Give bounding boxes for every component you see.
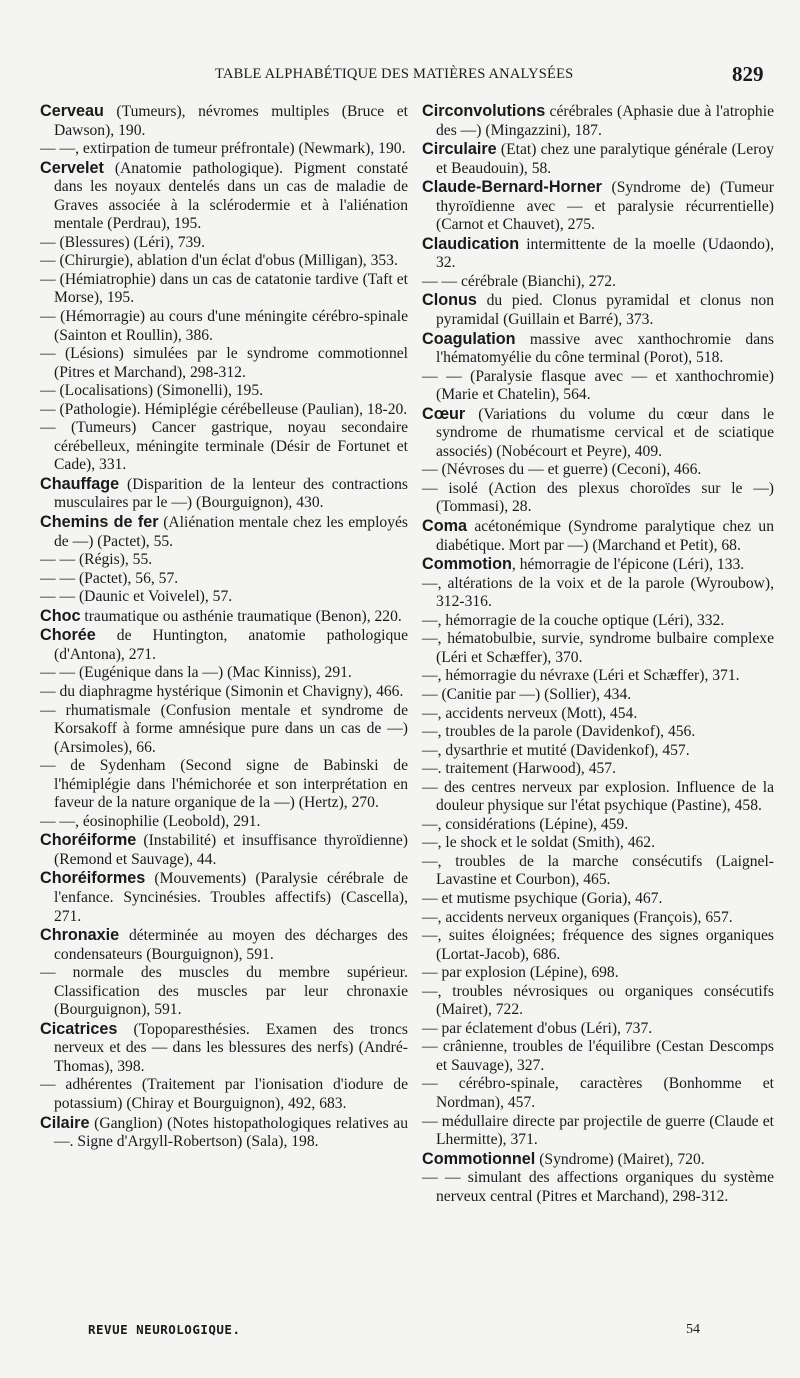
entry-text: —, troubles névrosiques ou organiques consécutifs (Mairet), 722.: [422, 982, 774, 1019]
entry-text: — et mutisme psychique (Goria), 467.: [422, 889, 663, 907]
index-entry: [420, 1038, 774, 1075]
index-entry: [420, 667, 774, 686]
index-entry: [420, 291, 774, 329]
index-entry: [38, 401, 408, 420]
entry-headword: Circonvolutions: [422, 102, 546, 120]
index-entry: [38, 345, 408, 382]
entry-headword: Commotionnel: [422, 1149, 536, 1168]
entry-headword: Chorée: [40, 626, 96, 645]
entry-text: — — (Eugénique dans la —) (Mac Kinniss), 291.: [40, 664, 352, 682]
index-entry: [38, 475, 408, 513]
entry-text: , hémorragie de l'épicone (Léri), 133.: [511, 556, 745, 574]
index-entry: [420, 686, 774, 705]
entry-text: —, considérations (Lépine), 459.: [422, 815, 629, 833]
entry-text: (Tumeurs), névromes multiples (Bruce et Dawson), 190.: [54, 103, 408, 139]
entry-headword: Clonus: [422, 291, 477, 310]
entry-text: (Aliénation mentale chez les employés de —) (Pactet), 55.: [54, 514, 408, 550]
index-entry: [38, 757, 408, 813]
index-entry: [38, 382, 408, 401]
index-entry: [420, 555, 774, 575]
index-entry: [38, 626, 408, 664]
journal-name: REVUE NEUROLOGIQUE.: [88, 1322, 241, 1337]
index-entry: [420, 742, 774, 761]
entry-text: — (Lésions) simulées par le syndrome commotionnel (Pitres et Marchand), 298-312.: [40, 345, 408, 381]
entry-text: (Syndrome de) (Tumeur thyroïdienne avec — et paralysie récurrentielle) (Carnot et Chauvet), 275.: [436, 179, 774, 234]
index-entry: [38, 513, 408, 551]
entry-headword: Circulaire: [422, 140, 497, 159]
entry-text: — (Pathologie). Hémiplégie cérébelleuse (Paulian), 18-20.: [40, 400, 408, 418]
entry-headword: Choréiforme: [40, 831, 137, 850]
entry-text: — cérébro-spinale, caractères (Bonhomme et Nordman), 457.: [422, 1075, 774, 1111]
index-entry: [38, 588, 408, 607]
signature-mark: 54: [686, 1322, 700, 1337]
entry-headword: Cilaire: [40, 1113, 90, 1132]
entry-text: — (Canitie par —) (Sollier), 434.: [422, 685, 632, 703]
index-entry: [420, 853, 774, 890]
running-title: TABLE ALPHABÉTIQUE DES MATIÈRES ANALYSÉES: [215, 66, 574, 82]
entry-text: (Disparition de la lenteur des contractions musculaires par le —) (Bourguignon), 430.: [54, 475, 408, 512]
index-entry: [420, 927, 774, 964]
entry-text: (Instabilité) et insuffisance thyroïdienne) (Remond et Sauvage), 44.: [54, 832, 408, 868]
entry-text: — — (Régis), 55.: [40, 551, 153, 569]
index-entry: [420, 461, 774, 480]
entry-headword: Coagulation: [422, 329, 516, 348]
index-entry: [420, 890, 774, 909]
entry-text: —, troubles de la parole (Davidenkof), 456.: [422, 723, 696, 741]
entry-text: massive avec xanthochromie dans l'hématomyélie du cône terminal (Porot), 518.: [436, 330, 774, 367]
entry-headword: Claude-Bernard-Horner: [422, 178, 602, 197]
index-entry: [420, 368, 774, 405]
entry-text: (Syndrome) (Mairet), 720.: [535, 1150, 705, 1168]
entry-text: (Etat) chez une paralytique générale (Leroy et Beaudouin), 58.: [436, 141, 774, 177]
entry-text: déterminée au moyen des décharges des condensateurs (Bourguignon), 591.: [54, 927, 408, 963]
index-entry: [420, 480, 774, 517]
index-entry: [38, 102, 408, 140]
entry-text: — — (Paralysie flasque avec — et xanthochromie) (Marie et Chatelin), 564.: [422, 367, 774, 404]
index-entry: [38, 926, 408, 964]
index-entry: [38, 813, 408, 832]
entry-headword: Cicatrices: [40, 1019, 118, 1038]
index-entry: [38, 869, 408, 926]
entry-headword: Chauffage: [40, 474, 120, 493]
index-entry: [420, 1150, 774, 1170]
entry-text: —, accidents nerveux organiques (François), 657.: [422, 908, 733, 926]
entry-text: —, accidents nerveux (Mott), 454.: [422, 704, 638, 722]
entry-text: (Anatomie pathologique). Pigment constaté dans les noyaux dentelés dans un cas de maladie de Graves associée à la sclérodermie et à l'aliénation mentale (Perdrau), 195.: [54, 159, 408, 233]
index-entry: [420, 983, 774, 1020]
index-entry: [420, 575, 774, 612]
index-entry: [38, 1114, 408, 1152]
entry-headword: Cœur: [422, 404, 466, 423]
entry-text: — par éclatement d'obus (Léri), 737.: [422, 1019, 653, 1037]
entry-text: — — cérébrale (Bianchi), 272.: [422, 272, 616, 290]
entry-text: —, suites éloignées; fréquence des signes organiques (Lortat-Jacob), 686.: [422, 927, 774, 963]
entry-text: du pied. Clonus pyramidal et clonus non pyramidal (Guillain et Barré), 373.: [436, 292, 774, 329]
entry-text: — —, éosinophilie (Leobold), 291.: [40, 812, 261, 830]
entry-text: de Huntington, anatomie pathologique (d'Antona), 271.: [54, 627, 408, 663]
entry-headword: Choc: [40, 606, 81, 625]
entry-text: intermittente de la moelle (Udaondo), 32.: [436, 235, 774, 272]
index-entry: [38, 159, 408, 234]
index-entry: [38, 702, 408, 758]
index-entry: [420, 517, 774, 555]
index-entry: [420, 1169, 774, 1206]
index-entry: [38, 551, 408, 570]
entry-headword: Cervelet: [40, 158, 104, 177]
index-entry: [420, 705, 774, 724]
index-entry: [38, 234, 408, 253]
index-entry: [38, 271, 408, 308]
index-entry: [420, 612, 774, 631]
entry-headword: Claudication: [422, 234, 520, 253]
entry-text: — — (Daunic et Voivelel), 57.: [40, 588, 233, 606]
index-entry: [420, 909, 774, 928]
index-entry: [38, 419, 408, 475]
index-entry: [38, 308, 408, 345]
index-entry: [38, 831, 408, 869]
index-entry: [38, 252, 408, 271]
entry-text: (Mouvements) (Paralysie cérébrale de l'enfance. Syncinésies. Troubles affectifs) (Cascella), 271.: [54, 870, 408, 925]
index-entry: [420, 273, 774, 292]
entry-text: — adhérentes (Traitement par l'ionisation d'iodure de potassium) (Chiray et Bourguignon), 492, 683.: [40, 1076, 408, 1112]
entry-text: — des centres nerveux par explosion. Influence de la douleur physique sur l'état psychique (Pastine), 458.: [422, 778, 774, 815]
entry-text: — par explosion (Lépine), 698.: [422, 964, 619, 982]
index-entry: [38, 1076, 408, 1113]
entry-text: — (Hémorragie) au cours d'une méningite cérébro-spinale (Sainton et Roullin), 386.: [40, 308, 408, 344]
entry-headword: Coma: [422, 517, 467, 536]
running-header: [0, 62, 800, 88]
entry-text: — normale des muscles du membre supérieur. Classification des muscles par leur chronaxie (Bourguignon), 591.: [40, 964, 408, 1019]
index-entry: [420, 1075, 774, 1112]
entry-text: — (Tumeurs) Cancer gastrique, noyau secondaire cérébelleux, méningite terminale (Désir de Fortunet et Cade), 331.: [40, 419, 408, 474]
entry-text: — (Chirurgie), ablation d'un éclat d'obus (Milligan), 353.: [40, 252, 398, 270]
entry-text: — (Hémiatrophie) dans un cas de catatonie tardive (Taft et Morse), 195.: [40, 270, 408, 307]
index-entry: [38, 964, 408, 1020]
index-entry: [420, 140, 774, 178]
index-entry: [38, 140, 408, 159]
entry-text: —. traitement (Harwood), 457.: [422, 760, 617, 778]
entry-text: —, hémorragie de la couche optique (Léri), 332.: [422, 611, 725, 629]
index-entry: [420, 1020, 774, 1039]
entry-text: — crânienne, troubles de l'équilibre (Cestan Descomps et Sauvage), 327.: [422, 1038, 774, 1074]
entry-text: cérébrales (Aphasie due à l'atrophie des —) (Mingazzini), 187.: [436, 103, 774, 139]
entry-text: — rhumatismale (Confusion mentale et syndrome de Korsakoff à forme amnésique pure dans un cas de —) (Arsimoles), 66.: [40, 701, 408, 756]
entry-text: acétonémique (Syndrome paralytique chez un diabétique. Mort par —) (Marchand et Petit), 68.: [436, 518, 774, 554]
index-entry: [420, 723, 774, 742]
index-entry: [38, 683, 408, 702]
index-entry: [38, 1020, 408, 1077]
entry-headword: Chemins de fer: [40, 513, 159, 532]
entry-headword: Cerveau: [40, 102, 104, 120]
entry-text: — (Localisations) (Simonelli), 195.: [40, 382, 264, 400]
entry-text: —, le shock et le soldat (Smith), 462.: [422, 834, 656, 852]
entry-text: — de Sydenham (Second signe de Babinski de l'hémiplégie dans l'hémichorée et son interprétation en faveur de la nature organique de la —) (Hertz), 270.: [40, 757, 408, 812]
index-column-left: [38, 102, 408, 1152]
entry-headword: Chronaxie: [40, 926, 120, 945]
index-entry: [38, 664, 408, 683]
entry-text: —, hématobulbie, survie, syndrome bulbaire complexe (Léri et Schæffer), 370.: [422, 630, 774, 666]
entry-text: (Topoparesthésies. Examen des troncs nerveux et des — dans les blessures des nerfs) (André-Thomas), 398.: [54, 1020, 408, 1075]
index-entry: [38, 607, 408, 627]
entry-text: (Ganglion) (Notes histopathologiques relatives au —. Signe d'Argyll-Robertson) (Sala), 198.: [54, 1114, 408, 1151]
entry-text: — du diaphragme hystérique (Simonin et Chavigny), 466.: [40, 682, 404, 700]
index-entry: [420, 330, 774, 368]
entry-text: — —, extirpation de tumeur préfrontale) (Newmark), 190.: [40, 140, 406, 158]
entry-text: —, troubles de la marche consécutifs (Laignel-Lavastine et Courbon), 465.: [422, 852, 774, 889]
entry-text: — (Blessures) (Léri), 739.: [40, 233, 205, 251]
entry-text: — (Névroses du — et guerre) (Ceconi), 466.: [422, 461, 702, 479]
entry-text: — isolé (Action des plexus choroïdes sur le —) (Tommasi), 28.: [422, 479, 774, 516]
index-entry: [420, 235, 774, 273]
entry-text: — médullaire directe par projectile de guerre (Claude et Lhermitte), 371.: [422, 1112, 774, 1149]
entry-text: (Variations du volume du cœur dans le syndrome de rhumatisme cervical et de sciatique associés) (Nobécourt et Peyre), 409.: [436, 405, 774, 460]
entry-headword: Choréiformes: [40, 869, 146, 888]
index-entry: [420, 102, 774, 140]
entry-text: —, dysarthrie et mutité (Davidenkof), 457.: [422, 741, 690, 759]
index-entry: [420, 834, 774, 853]
index-entry: [420, 760, 774, 779]
entry-text: traumatique ou asthénie traumatique (Benon), 220.: [80, 607, 402, 625]
index-entry: [420, 178, 774, 235]
index-entry: [420, 1113, 774, 1150]
entry-text: — — (Pactet), 56, 57.: [40, 569, 179, 587]
index-entry: [420, 964, 774, 983]
index-entry: [420, 816, 774, 835]
index-entry: [420, 630, 774, 667]
page-number: 829: [732, 62, 764, 86]
entry-headword: Commotion: [422, 555, 512, 574]
page-footer: [0, 1322, 800, 1342]
index-entry: [420, 405, 774, 462]
index-entry: [38, 570, 408, 589]
index-entry: [420, 779, 774, 816]
entry-text: —, hémorragie du névraxe (Léri et Schæffer), 371.: [422, 667, 740, 685]
entry-text: — — simulant des affections organiques du système nerveux central (Pitres et Marchand), 298-312.: [422, 1169, 774, 1205]
index-column-right: [420, 102, 774, 1206]
entry-text: —, altérations de la voix et de la parole (Wyroubow), 312-316.: [422, 574, 774, 611]
